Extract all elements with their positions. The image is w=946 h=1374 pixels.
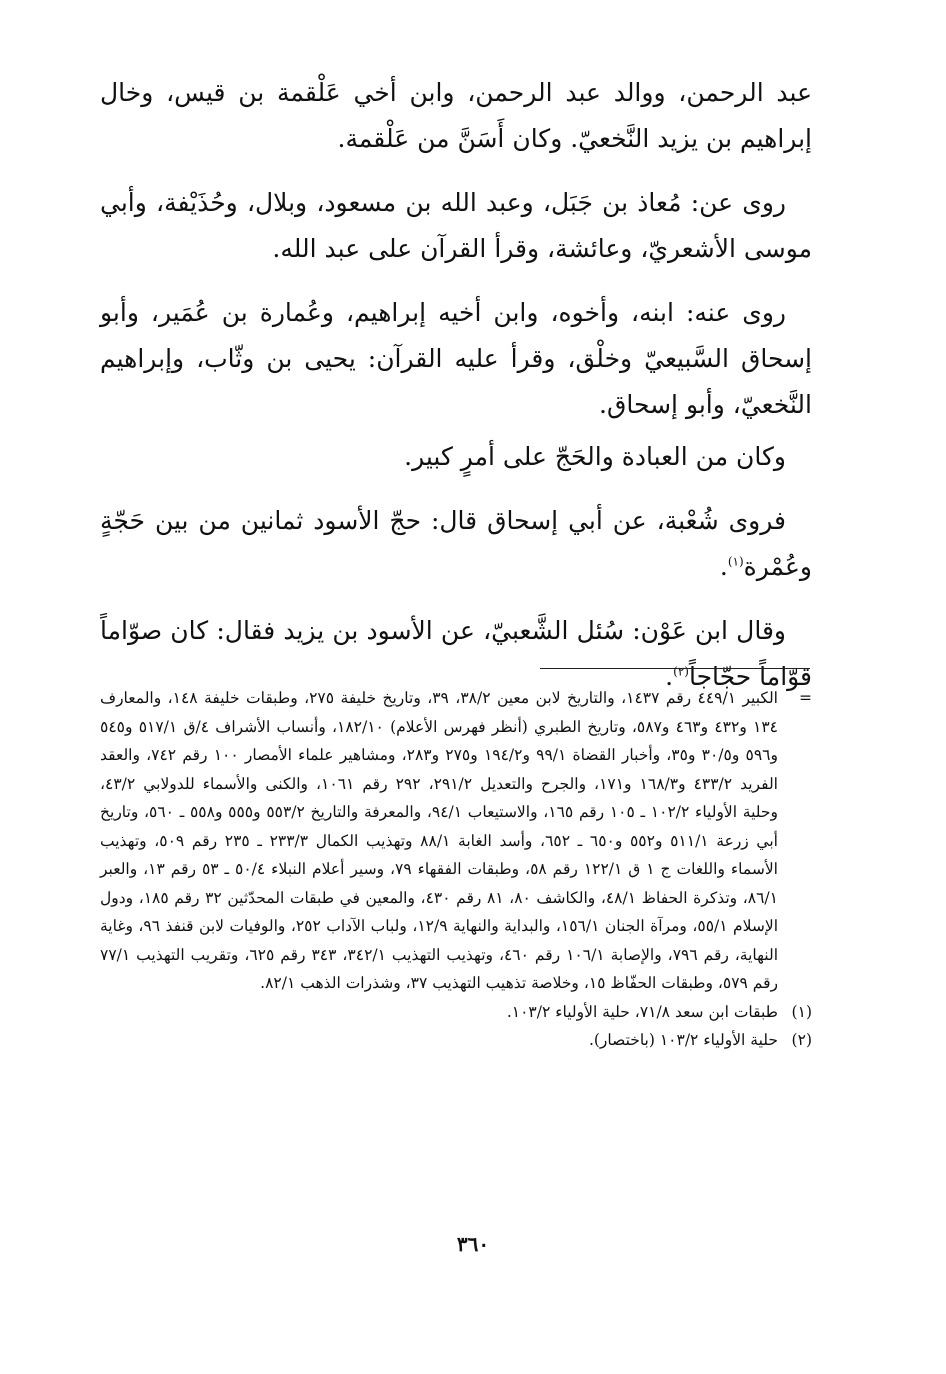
footnote-1-number: (١) [791,1002,812,1021]
footnote-2-text: حلية الأولياء ١٠٣/٢ (باختصار). [588,1031,778,1049]
footnote-2 [100,1026,812,1055]
footnote-continuation [100,684,812,998]
main-text [100,70,812,718]
footnote-1 [100,998,812,1027]
footnote-ref-2[interactable]: (٢) [673,664,689,679]
page-number: ٣٦٠ [456,1232,490,1256]
paragraph-3: روى عنه: ابنه، وأخوه، وابن أخيه إبراهيم، وعُمارة بن عُمَير، وأبو إسحاق السَّبيعيّ وخلْق، وقرأ عليه القرآن: يحيى بن وثّاب، وإبراهيم النَّخعيّ، وأبو إسحاق. [100,298,812,419]
footnote-ref-1[interactable]: (١) [727,554,744,569]
paragraph-1: عبد الرحمن، ووالد عبد الرحمن، وابن أخي عَلْقمة بن قيس، وخال إبراهيم بن يزيد النَّخعيّ. وكان أَسَنَّ من عَلْقمة. [100,78,812,153]
paragraph-4: وكان من العبادة والحَجّ على أمرٍ كبير. [404,442,786,471]
paragraph-6: وقال ابن عَوْن: سُئل الشَّعبيّ، عن الأسود بن يزيد فقال: كان صوّاماً قوّاماً حجّاجاً$^{(٢)}$. [100,616,812,691]
paragraph-2: روى عن: مُعاذ بن جَبَل، وعبد الله بن مسعود، وبلال، وحُذَيْفة، وأبي موسى الأشعريّ، وعائشة، وقرأ القرآن على عبد الله. [100,188,812,263]
footnote-1-text: طبقات ابن سعد ٧١/٨، حلية الأولياء ١٠٣/٢. [506,1002,778,1021]
continuation-mark: = [799,689,812,707]
footnote-separator [540,668,810,669]
paragraph-5: فروى شُعْبة، عن أبي إسحاق قال: حجّ الأسود ثمانين من بين حَجّةٍ وعُمْرة$^{(١)}$. [100,506,812,581]
footnote-2-number: (٢) [791,1031,812,1049]
footnotes [100,684,812,1055]
continuation-text: الكبير ٤٤٩/١ رقم ١٤٣٧، والتاريخ لابن معين ٣٨/٢، ٣٩، وتاريخ خليفة ٢٧٥، وطبقات خليفة ١٤٨، والمعارف ١٣٤ و٤٣٢ و٤٦٣ و٥٨٧، وتاريخ الطبري (أنظر فهرس الأعلام) ١٨٢/١٠، وأنساب الأشراف ٤/ق ٥١٧/١ و٥٤٥ و٥٩٦ و٣٠/٥ و٣٥، وأخبار القضاة ٩٩/١ و١٩٤/٢ و٢٧٥ و٢٨٣، ومشاهير علماء الأمصار ١٠٠ رقم ٧٤٢، والعقد الفريد ٤٣٣/٢ و١٦٨/٣ و١٧١، والجرح والتعديل ٢٩١/٢، ٢٩٢ رقم ١٠٦١، والكنى والأسماء للدولابي ٤٣/٢، وحلية الأولياء ١٠٢/٢ ـ ١٠٥ رقم ١٦٥، والاستيعاب ٩٤/١، والمعرفة والتاريخ ٥٥٣/٢ و٥٥٥ و٥٥٨ ـ ٥٦٠، وتاريخ أبي زرعة ٥١١/١ و٥٥٢ و٦٥٠ ـ ٦٥٢، وأسد الغابة ٨٨/١ وتهذيب الكمال ٢٣٣/٣ ـ ٢٣٥ رقم ٥٠٩، وتهذيب الأسماء واللغات ج ١ ق ١٢٢/١ رقم ٥٨، وطبقات الفقهاء ٧٩، وسير أعلام النبلاء ٥٠/٤ ـ ٥٣ رقم ١٣، والعبر ٨٦/١، وتذكرة الحفاظ ٤٨/١، والكاشف ٨٠، ٨١ رقم ٤٣٠، والمعين في طبقات المحدّثين ٣٢ رقم ١٨٥، ودول الإسلام ٥٥/١، ومرآة الجنان ١٥٦/١، والبداية والنهاية ١٢/٩، ولباب الآداب ٢٥٢، والوفيات لابن قنفذ ٩٦، وغاية النهاية، رقم ٧٩٦، والإصابة ١٠٦/١ رقم ٤٦٠، وتهذيب التهذيب ٣٤٢/١، ٣٤٣ رقم ٦٢٥، وتقريب التهذيب ٧٧/١ رقم ٥٧٩، وطبقات الحفّاظ ١٥، وخلاصة تذهيب التهذيب ٣٧، وشذرات الذهب ٨٢/١. [100,689,779,992]
